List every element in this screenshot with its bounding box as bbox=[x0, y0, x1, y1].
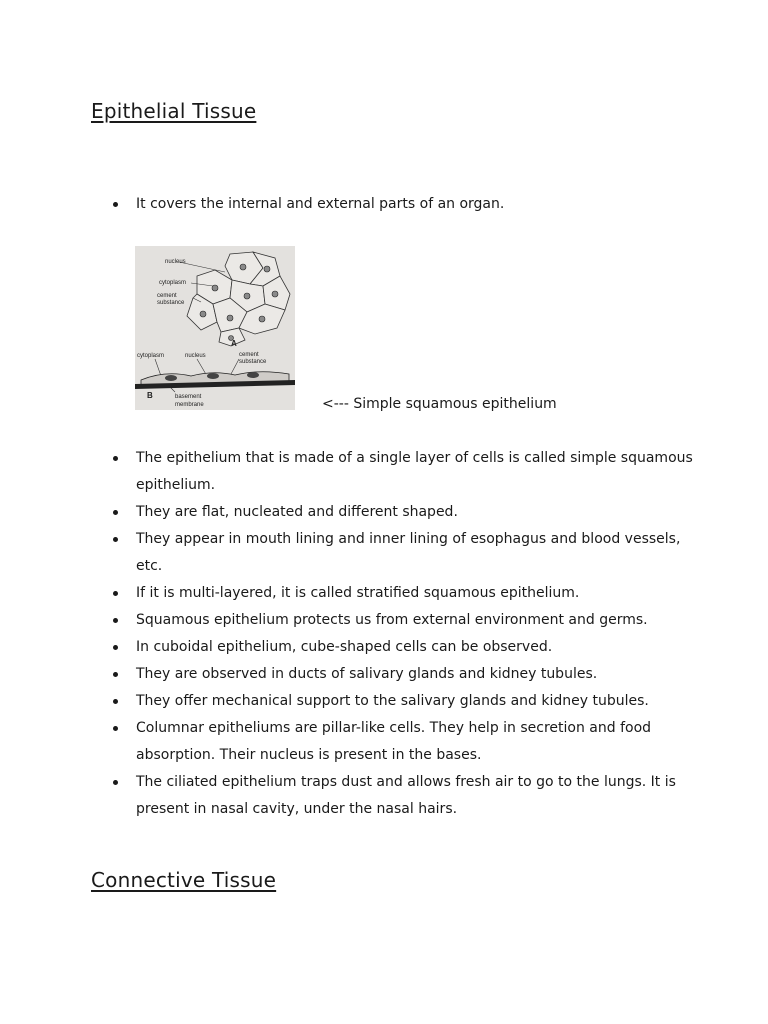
epithelium-diagram bbox=[135, 246, 295, 410]
list-item-text: Columnar epitheliums are pillar-like cells. They help in secretion and food absorption. Their nucleus is present in the bases. bbox=[136, 720, 652, 763]
figure-label: cytoplasm bbox=[159, 280, 187, 286]
list-item bbox=[0, 445, 696, 499]
section-heading-connective: Connective Tissue bbox=[91, 868, 277, 892]
intro-bullet-list bbox=[0, 191, 696, 218]
list-item bbox=[0, 499, 696, 526]
nucleus-dot bbox=[240, 264, 246, 270]
list-item bbox=[0, 715, 696, 769]
label-pointer-line bbox=[155, 359, 161, 376]
bullet-icon bbox=[113, 672, 118, 677]
nucleus-dot bbox=[244, 293, 250, 299]
bullet-icon bbox=[113, 618, 118, 623]
figure-label: cement bbox=[239, 352, 259, 358]
bullet-icon bbox=[113, 456, 118, 461]
bullet-icon bbox=[113, 645, 118, 650]
figure-label: A bbox=[231, 339, 237, 348]
epithelium-bullet-list bbox=[0, 445, 696, 823]
list-item-text: If it is multi-layered, it is called stratified squamous epithelium. bbox=[136, 585, 580, 601]
figure-label: B bbox=[147, 391, 153, 400]
bullet-icon bbox=[113, 202, 118, 207]
figure-label: basement bbox=[175, 394, 202, 400]
bullet-icon bbox=[113, 510, 118, 515]
list-item-text: They are observed in ducts of salivary glands and kidney tubules. bbox=[136, 666, 598, 682]
list-item bbox=[0, 580, 696, 607]
list-item bbox=[0, 191, 696, 218]
figure-label: nucleus bbox=[185, 353, 206, 359]
list-item bbox=[0, 526, 696, 580]
bullet-icon bbox=[113, 699, 118, 704]
figure-caption: <--- Simple squamous epithelium bbox=[322, 396, 557, 412]
bullet-icon bbox=[113, 780, 118, 785]
figure-label: cytoplasm bbox=[137, 353, 165, 359]
list-item bbox=[0, 688, 696, 715]
list-item-text: In cuboidal epithelium, cube-shaped cells can be observed. bbox=[136, 639, 553, 655]
figure-label: membrane bbox=[175, 402, 204, 408]
nucleus-dot bbox=[227, 315, 233, 321]
nucleus-dot bbox=[247, 372, 259, 378]
list-item-text: It covers the internal and external parts of an organ. bbox=[136, 196, 505, 212]
nucleus-dot bbox=[200, 311, 206, 317]
list-item-text: They are flat, nucleated and different shaped. bbox=[136, 504, 458, 520]
nucleus-dot bbox=[272, 291, 278, 297]
nucleus-dot bbox=[264, 266, 270, 272]
nucleus-dot bbox=[259, 316, 265, 322]
list-item-text: They appear in mouth lining and inner lining of esophagus and blood vessels, etc. bbox=[136, 531, 681, 574]
nucleus-dot bbox=[207, 373, 219, 379]
section-heading-epithelial: Epithelial Tissue bbox=[91, 99, 257, 123]
bullet-icon bbox=[113, 726, 118, 731]
list-item-text: The epithelium that is made of a single layer of cells is called simple squamous epithelium. bbox=[136, 450, 693, 493]
nucleus-dot bbox=[165, 375, 177, 381]
figure-label: substance bbox=[157, 300, 185, 306]
list-item bbox=[0, 634, 696, 661]
figure-label: substance bbox=[239, 359, 267, 365]
list-item bbox=[0, 607, 696, 634]
label-pointer-line bbox=[231, 359, 239, 374]
list-item bbox=[0, 661, 696, 688]
squamous-epithelium-figure bbox=[135, 246, 295, 410]
figure-label: nucleus bbox=[165, 259, 186, 265]
figure-label: cement bbox=[157, 293, 177, 299]
label-pointer-line bbox=[179, 262, 225, 272]
bullet-icon bbox=[113, 591, 118, 596]
list-item-text: Squamous epithelium protects us from external environment and germs. bbox=[136, 612, 648, 628]
bullet-icon bbox=[113, 537, 118, 542]
list-item-text: They offer mechanical support to the salivary glands and kidney tubules. bbox=[136, 693, 649, 709]
list-item-text: The ciliated epithelium traps dust and allows fresh air to go to the lungs. It is present in nasal cavity, under the nasal hairs. bbox=[136, 774, 676, 817]
list-item bbox=[0, 769, 696, 823]
